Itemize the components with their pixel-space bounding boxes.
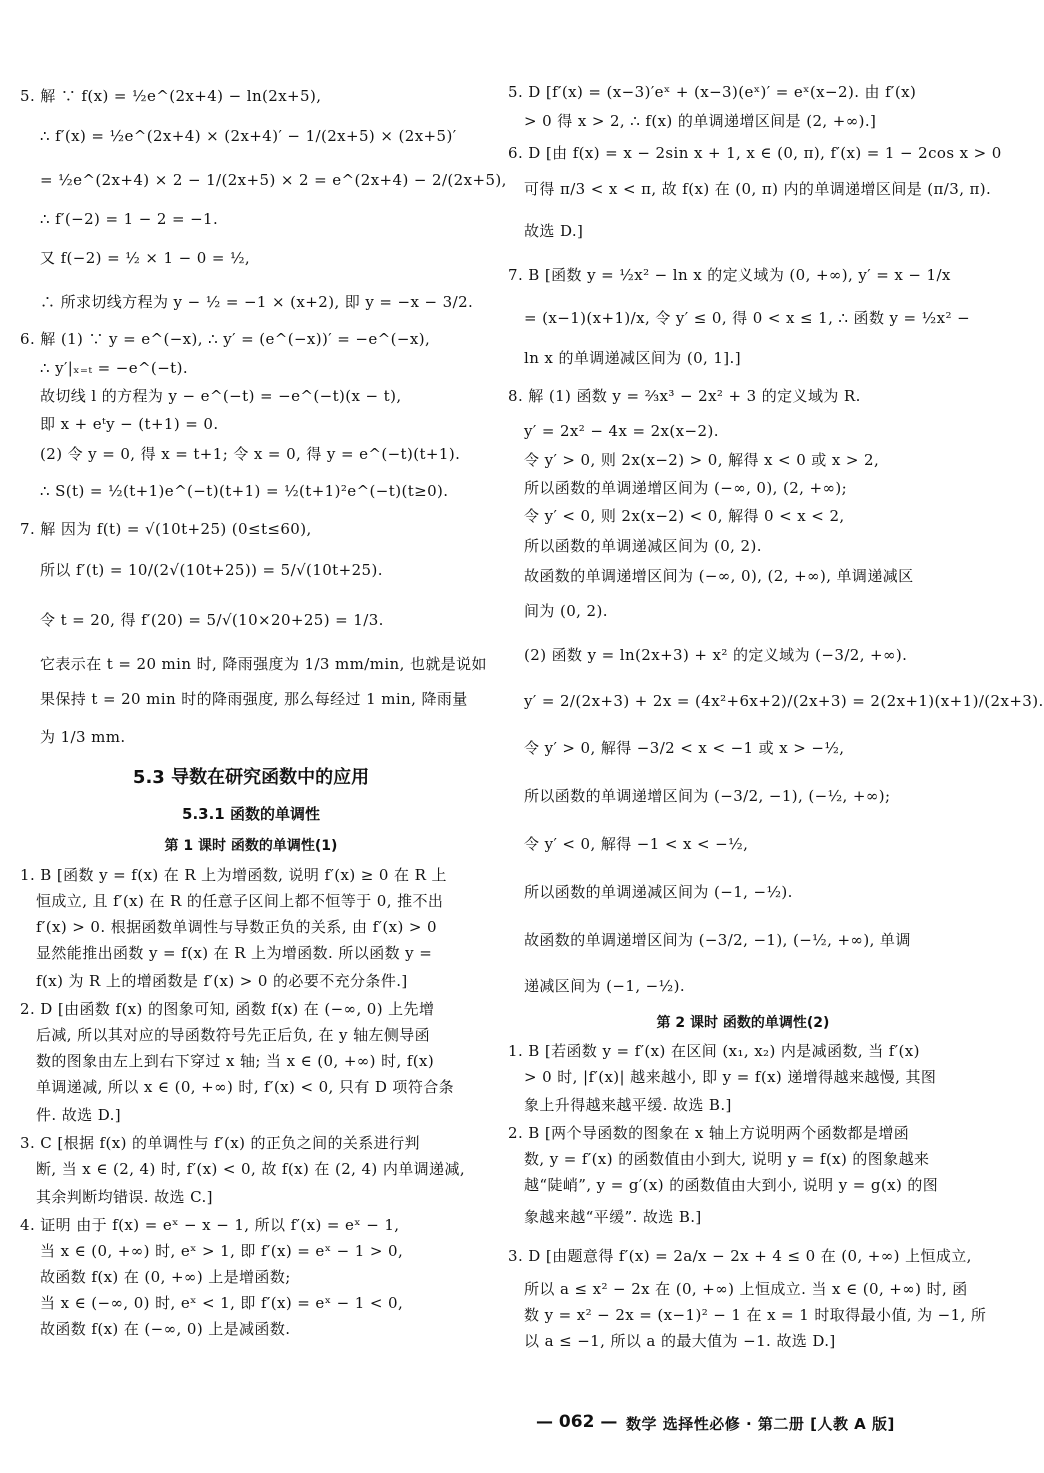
text-line: 所以函数的单调递减区间为 (0, 2). [524,537,762,555]
right-column [508,78,1044,1354]
text-line: 6. 解 (1) ∵ y = e^(−x), ∴ y′ = (e^(−x))′ = −e^(−x), [20,330,431,348]
text-line: 数, y = f′(x) 的函数值由小到大, 说明 y = f(x) 的图象越来 [524,1150,930,1168]
section-heading: 第 2 课时 函数的单调性(2) [656,1015,830,1031]
text-line: 数 y = x² − 2x = (x−1)² − 1 在 x = 1 时取得最小值, 为 −1, 所 [524,1306,987,1324]
section-heading: 第 1 课时 函数的单调性(1) [164,838,338,854]
text-line: 5. 解 ∵ f(x) = ½e^(2x+4) − ln(2x+5), [20,87,322,105]
text-line: 令 y′ < 0, 解得 −1 < x < −½, [524,835,749,853]
book-info: 数学 选择性必修 · 第二册 [人教 A 版] [626,1415,895,1433]
text-line: 8. 解 (1) 函数 y = ⅔x³ − 2x² + 3 的定义域为 R. [508,387,861,405]
text-line: f(x) 为 R 上的增函数是 f′(x) > 0 的必要不充分条件.] [36,972,408,990]
text-line: 后减, 所以其对应的导函数符号先正后负, 在 y 轴左侧导函 [36,1026,431,1044]
text-line: 所以 f′(t) = 10/(2√(10t+25)) = 5/√(10t+25). [40,561,383,579]
text-line: 2. D [由函数 f(x) 的图象可知, 函数 f(x) 在 (−∞, 0) 上先增 [20,1000,435,1018]
text-line: 5. D [f′(x) = (x−3)′eˣ + (x−3)(eˣ)′ = eˣ(x−2). 由 f′(x) [508,83,917,101]
text-line: > 0 得 x > 2, ∴ f(x) 的单调递增区间是 (2, +∞).] [524,112,877,130]
text-line: 6. D [由 f(x) = x − 2sin x + 1, x ∈ (0, π), f′(x) = 1 − 2cos x > 0 [508,144,1002,162]
section-heading: 5.3 导数在研究函数中的应用 [132,767,370,788]
text-line: 当 x ∈ (−∞, 0) 时, eˣ < 1, 即 f′(x) = eˣ − 1 < 0, [40,1294,404,1312]
text-line: f′(x) > 0. 根据函数单调性与导数正负的关系, 由 f′(x) > 0 [36,918,437,936]
text-line: 它表示在 t = 20 min 时, 降雨强度为 1/3 mm/min, 也就是说如 [40,655,487,673]
text-line: 故选 D.] [524,222,584,240]
text-line: 令 y′ > 0, 则 2x(x−2) > 0, 解得 x < 0 或 x > 2, [524,451,880,469]
text-line: 恒成立, 且 f′(x) 在 R 的任意子区间上都不恒等于 0, 推不出 [36,892,444,910]
page-number: — 062 — [536,1412,618,1432]
page-footer [536,1412,976,1438]
text-line: 为 1/3 mm. [40,728,126,746]
text-line: ∴ y′|ₓ₌ₜ = −e^(−t). [40,359,189,377]
text-line: 7. 解 因为 f(t) = √(10t+25) (0≤t≤60), [20,520,312,538]
text-line: = (x−1)(x+1)/x, 令 y′ ≤ 0, 得 0 < x ≤ 1, ∴ 函数 y = ½x² − [524,309,971,327]
text-line: 越“陡峭”, y = g′(x) 的函数值由大到小, 说明 y = g(x) 的图 [524,1176,939,1194]
text-line: ∴ f′(−2) = 1 − 2 = −1. [40,210,219,228]
text-line: 4. 证明 由于 f(x) = eˣ − x − 1, 所以 f′(x) = eˣ − 1, [20,1216,400,1234]
text-line: 其余判断均错误. 故选 C.] [36,1188,213,1206]
text-line: 1. B [若函数 y = f′(x) 在区间 (x₁, x₂) 内是减函数, 当 f′(x) [508,1042,920,1060]
left-column [20,78,507,1342]
text-line: = ½e^(2x+4) × 2 − 1/(2x+5) × 2 = e^(2x+4) − 2/(2x+5), [40,171,507,189]
text-line: 件. 故选 D.] [36,1106,122,1124]
text-line: 令 t = 20, 得 f′(20) = 5/√(10×20+25) = 1/3. [40,611,384,629]
text-line: ln x 的单调递减区间为 (0, 1].] [524,349,741,367]
section-heading: 5.3.1 函数的单调性 [182,805,320,823]
text-line: 2. B [两个导函数的图象在 x 轴上方说明两个函数都是增函 [508,1124,910,1142]
text-line: 数的图象由左上到右下穿过 x 轴; 当 x ∈ (0, +∞) 时, f(x) [36,1052,435,1070]
text-line: 单调递减, 所以 x ∈ (0, +∞) 时, f′(x) < 0, 只有 D 项符合条 [36,1078,455,1096]
text-line: ∴ 所求切线方程为 y − ½ = −1 × (x+2), 即 y = −x − 3/2. [40,293,474,311]
text-line: 令 y′ > 0, 解得 −3/2 < x < −1 或 x > −½, [524,739,845,757]
text-line: 象上升得越来越平缓. 故选 B.] [524,1096,732,1114]
text-line: 间为 (0, 2). [524,602,608,620]
text-line: 递减区间为 (−1, −½). [524,977,685,995]
text-line: ∴ S(t) = ½(t+1)e^(−t)(t+1) = ½(t+1)²e^(−t)(t≥0). [40,482,449,500]
text-line: 即 x + eᵗy − (t+1) = 0. [40,415,219,433]
text-line: 所以函数的单调递减区间为 (−1, −½). [524,883,793,901]
text-line: 故函数 f(x) 在 (0, +∞) 上是增函数; [40,1268,291,1286]
text-line: 3. D [由题意得 f′(x) = 2a/x − 2x + 4 ≤ 0 在 (0, +∞) 上恒成立, [508,1247,972,1265]
text-line: 象越来越“平缓”. 故选 B.] [524,1208,702,1226]
text-line: y′ = 2x² − 4x = 2x(x−2). [524,422,719,440]
text-line: 故函数的单调递增区间为 (−∞, 0), (2, +∞), 单调递减区 [524,567,914,585]
text-line: 断, 当 x ∈ (2, 4) 时, f′(x) < 0, 故 f(x) 在 (2, 4) 内单调递减, [36,1160,466,1178]
text-line: 所以 a ≤ x² − 2x 在 (0, +∞) 上恒成立. 当 x ∈ (0, +∞) 时, 函 [524,1280,968,1298]
text-line: y′ = 2/(2x+3) + 2x = (4x²+6x+2)/(2x+3) = 2(2x+1)(x+1)/(2x+3). [524,692,1044,710]
text-line: 当 x ∈ (0, +∞) 时, eˣ > 1, 即 f′(x) = eˣ − 1 > 0, [40,1242,404,1260]
text-line: 故切线 l 的方程为 y − e^(−t) = −e^(−t)(x − t), [40,387,402,405]
text-line: 所以函数的单调递增区间为 (−3/2, −1), (−½, +∞); [524,787,891,805]
text-line: 以 a ≤ −1, 所以 a 的最大值为 −1. 故选 D.] [524,1332,836,1350]
text-line: 令 y′ < 0, 则 2x(x−2) < 0, 解得 0 < x < 2, [524,507,845,525]
text-line: 可得 π/3 < x < π, 故 f(x) 在 (0, π) 内的单调递增区间是 (π/3, π). [524,180,992,198]
text-line: 故函数 f(x) 在 (−∞, 0) 上是减函数. [40,1320,291,1338]
text-line: 故函数的单调递增区间为 (−3/2, −1), (−½, +∞), 单调 [524,931,911,949]
text-line: (2) 令 y = 0, 得 x = t+1; 令 x = 0, 得 y = e^(−t)(t+1). [40,445,461,463]
text-line: 1. B [函数 y = f(x) 在 R 上为增函数, 说明 f′(x) ≥ 0 在 R 上 [20,866,447,884]
text-line: ∴ f′(x) = ½e^(2x+4) × (2x+4)′ − 1/(2x+5) × (2x+5)′ [40,127,457,145]
text-line: 7. B [函数 y = ½x² − ln x 的定义域为 (0, +∞), y′ = x − 1/x [508,266,951,284]
text-line: 所以函数的单调递增区间为 (−∞, 0), (2, +∞); [524,479,848,497]
text-line: > 0 时, |f′(x)| 越来越小, 即 y = f(x) 递增得越来越慢, 其图 [524,1068,937,1086]
text-line: 又 f(−2) = ½ × 1 − 0 = ½, [40,249,251,267]
text-line: 3. C [根据 f(x) 的单调性与 f′(x) 的正负之间的关系进行判 [20,1134,420,1152]
text-line: (2) 函数 y = ln(2x+3) + x² 的定义域为 (−3/2, +∞). [524,646,908,664]
text-line: 显然能推出函数 y = f(x) 在 R 上为增函数. 所以函数 y = [36,944,433,962]
text-line: 果保持 t = 20 min 时的降雨强度, 那么每经过 1 min, 降雨量 [40,690,468,708]
